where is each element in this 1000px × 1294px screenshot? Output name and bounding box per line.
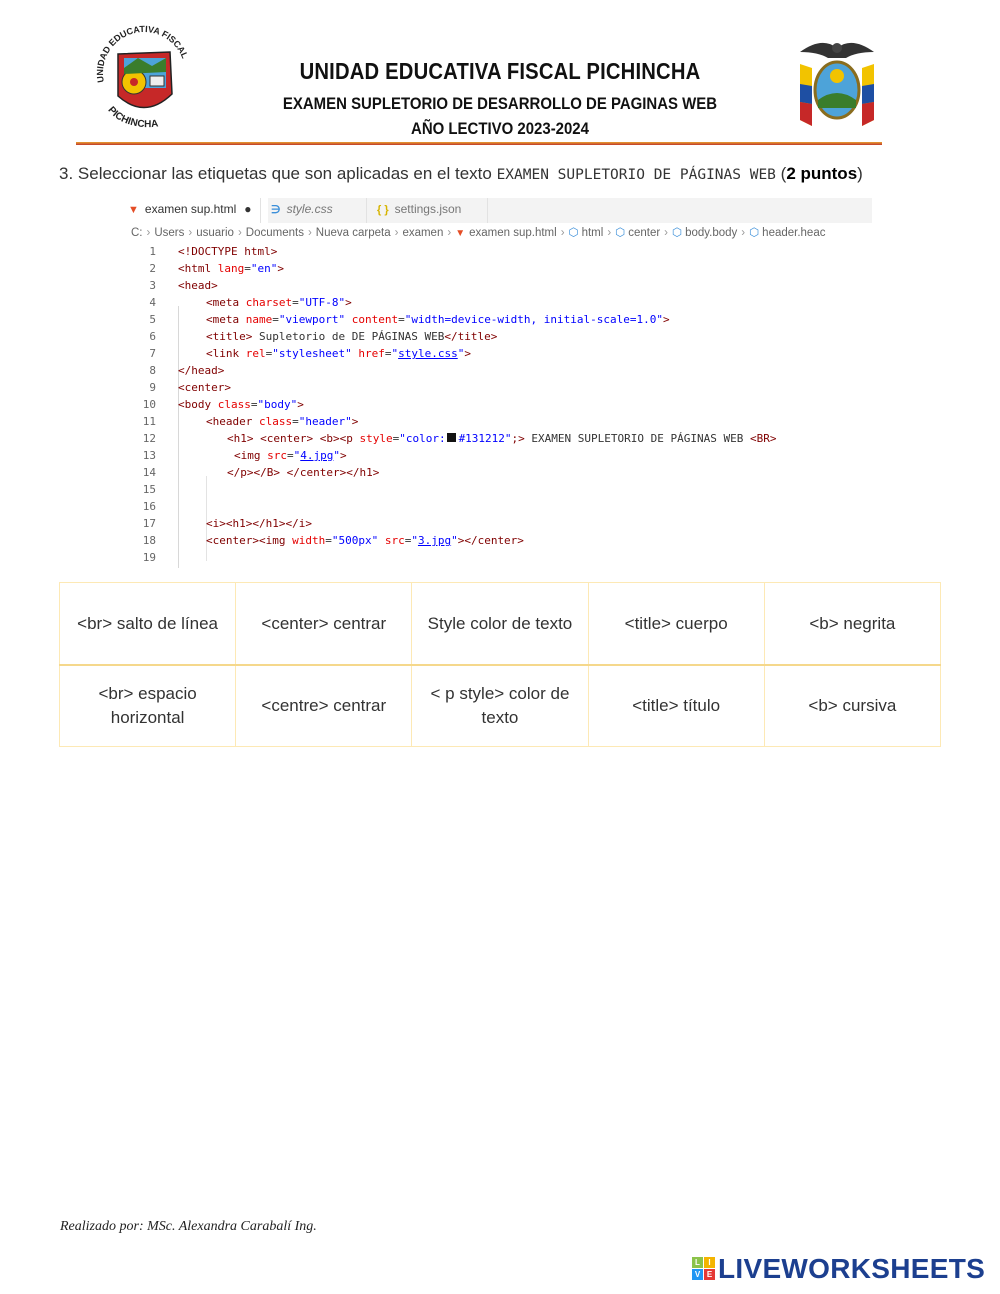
breadcrumb-item[interactable]: C: (131, 227, 143, 239)
line-number: 5 (149, 313, 156, 326)
code-token: href (351, 347, 385, 360)
json-braces-icon: { } (377, 204, 389, 216)
code-line (120, 243, 872, 260)
answer-option[interactable]: Style color de texto (412, 583, 588, 666)
code-line (120, 430, 872, 447)
code-token: </p></B> </center></h1> (227, 466, 380, 479)
code-token: > (464, 347, 471, 360)
code-link[interactable]: style.css (398, 347, 458, 360)
code-line (120, 515, 872, 532)
chevron-right-icon: › (664, 227, 669, 239)
code-token: "500px" (331, 534, 379, 547)
html5-icon: ▼ (128, 204, 139, 216)
code-token: = (292, 415, 299, 428)
chevron-right-icon: › (607, 227, 612, 239)
answer-option[interactable]: < p style> color de texto (412, 665, 588, 747)
code-token: EXAMEN SUPLETORIO DE PÁGINAS WEB (531, 432, 750, 445)
code-token: "en" (250, 262, 278, 275)
chevron-right-icon: › (560, 227, 565, 239)
line-number: 18 (142, 534, 156, 547)
code-token: src (267, 449, 287, 462)
answer-option[interactable]: <br> salto de línea (60, 583, 236, 666)
breadcrumb (131, 225, 872, 239)
answer-option[interactable]: <b> cursiva (764, 665, 940, 747)
brand-name: LIVEWORKSHEETS (718, 1253, 986, 1284)
line-number: 6 (149, 330, 156, 343)
code-token: " (451, 534, 458, 547)
line-number: 4 (149, 296, 156, 309)
question-text: 3. Seleccionar las etiquetas que son aplicadas en el texto (59, 164, 497, 183)
line-number: 7 (149, 347, 156, 360)
chevron-right-icon: › (394, 227, 399, 239)
code-token: <link (206, 347, 246, 360)
author-credit: Realizado por: MSc. Alexandra Carabalí Ing. (60, 1219, 317, 1234)
code-token: > (340, 449, 347, 462)
breadcrumb-item[interactable]: header.heac (762, 227, 826, 239)
code-token: <h1> <center> <b><p (227, 432, 360, 445)
code-token: <meta (206, 313, 246, 326)
ecuador-coat-of-arms-logo (792, 34, 882, 132)
code-token: <BR> (749, 432, 777, 445)
code-token: <head> (178, 279, 218, 292)
line-number: 19 (142, 551, 156, 564)
breadcrumb-item[interactable]: Documents (245, 227, 304, 239)
question-close-paren: ) (857, 164, 863, 183)
answer-option[interactable]: <b> negrita (764, 583, 940, 666)
line-number: 17 (142, 517, 156, 530)
line-number: 11 (142, 415, 156, 428)
code-token: "header" (298, 415, 352, 428)
breadcrumb-item[interactable]: html (581, 227, 604, 239)
cube-icon: ⬡ (615, 227, 626, 239)
code-line (120, 413, 872, 430)
code-token: "viewport" (278, 313, 346, 326)
answer-option[interactable]: <title> título (588, 665, 764, 747)
code-token: ;> (511, 432, 532, 445)
code-token: = (265, 347, 273, 360)
code-token: " (293, 449, 301, 462)
line-number: 10 (142, 398, 156, 411)
breadcrumb-item[interactable]: Users (154, 227, 185, 239)
tab-label: settings.json (394, 202, 462, 216)
code-token: "width=device-width, initial-scale=1.0" (404, 313, 663, 326)
answer-option[interactable]: <title> cuerpo (588, 583, 764, 666)
code-token: <title> (206, 330, 253, 343)
code-token: #131212" (458, 432, 512, 445)
tab-settings-json[interactable] (366, 198, 488, 223)
breadcrumb-item[interactable]: usuario (196, 227, 234, 239)
question-points: 2 puntos (786, 164, 858, 183)
code-line (120, 311, 872, 328)
school-name: UNIDAD EDUCATIVA FISCAL PICHINCHA (299, 58, 701, 84)
code-line (120, 345, 872, 362)
code-token: class (258, 415, 293, 428)
code-token: content (345, 313, 399, 326)
code-link[interactable]: 4.jpg (300, 449, 334, 462)
chevron-right-icon: › (447, 227, 452, 239)
code-token: "body" (257, 398, 298, 411)
brand-block: E (704, 1269, 715, 1280)
code-line (120, 379, 872, 396)
chevron-right-icon: › (237, 227, 242, 239)
code-token: <header (206, 415, 259, 428)
crest-arc-top-text: UNIDAD EDUCATIVA FISCAL (94, 24, 190, 84)
code-token: = (292, 296, 299, 309)
code-token: </title> (444, 330, 498, 343)
breadcrumb-item[interactable]: Nueva carpeta (315, 227, 391, 239)
cube-icon: ⬡ (568, 227, 579, 239)
code-token: width (292, 534, 326, 547)
color-swatch-icon[interactable] (446, 432, 457, 443)
code-line (120, 447, 872, 464)
code-token: <i><h1></h1></i> (206, 517, 312, 530)
line-number: 3 (149, 279, 156, 292)
chevron-right-icon: › (741, 227, 746, 239)
code-token: > (277, 262, 284, 275)
line-number: 15 (142, 483, 156, 496)
code-token: = (272, 313, 279, 326)
breadcrumb-item[interactable]: examen sup.html (469, 227, 557, 239)
brand-block: L (692, 1257, 703, 1268)
line-number: 14 (142, 466, 156, 479)
code-token: = (250, 398, 258, 411)
code-token: name (245, 313, 273, 326)
line-number: 9 (149, 381, 156, 394)
cube-icon: ⬡ (749, 227, 760, 239)
line-number: 12 (142, 432, 156, 445)
breadcrumb-item[interactable]: examen (402, 227, 444, 239)
answer-option[interactable]: <center> centrar (236, 583, 412, 666)
code-token: ></center> (457, 534, 524, 547)
code-token: "color: (399, 432, 446, 445)
chevron-right-icon: › (188, 227, 193, 239)
line-number: 2 (149, 262, 156, 275)
code-link[interactable]: 3.jpg (417, 534, 452, 547)
chevron-right-icon: › (146, 227, 151, 239)
code-line (120, 498, 872, 515)
school-crest-logo (88, 24, 198, 134)
code-token: class (217, 398, 251, 411)
svg-text:PICHINCHA (106, 105, 159, 130)
question-target-text: EXAMEN SUPLETORIO DE PÁGINAS WEB (496, 167, 776, 183)
code-token: lang (217, 262, 245, 275)
code-token: <center> (178, 381, 231, 394)
line-number: 13 (142, 449, 156, 462)
breadcrumb-item[interactable]: body.body (685, 227, 738, 239)
brand-block: V (692, 1269, 703, 1280)
code-token: " (457, 347, 465, 360)
code-token: > (663, 313, 670, 326)
tab-label: examen sup.html (144, 202, 237, 216)
code-token: rel (245, 347, 266, 360)
code-token: " (391, 347, 399, 360)
css-icon: ∋ (271, 204, 281, 216)
question-prompt (59, 164, 959, 184)
code-token: = (404, 534, 412, 547)
answer-options-table (59, 582, 941, 747)
code-token: </head> (178, 364, 225, 377)
line-number: 1 (149, 245, 156, 258)
school-year: AÑO LECTIVO 2023-2024 (411, 119, 589, 138)
code-token: <!DOCTYPE html> (178, 245, 278, 258)
code-token: "stylesheet" (272, 347, 352, 360)
code-line (120, 396, 872, 413)
line-number: 16 (142, 500, 156, 513)
code-token: = (287, 449, 294, 462)
code-token: charset (245, 296, 293, 309)
code-line (120, 549, 872, 566)
code-token: <html (178, 262, 218, 275)
html5-icon: ▼ (455, 228, 466, 239)
code-line (120, 328, 872, 345)
breadcrumb-item[interactable]: center (628, 227, 661, 239)
options-row (60, 665, 941, 747)
tab-style-css[interactable] (260, 198, 377, 223)
code-token: Supletorio de DE PÁGINAS WEB (252, 330, 445, 343)
code-token: = (325, 534, 332, 547)
code-token: "UTF-8" (298, 296, 346, 309)
code-token: <meta (206, 296, 246, 309)
code-token: src (378, 534, 405, 547)
liveworksheets-blocks-icon (692, 1257, 716, 1281)
code-token: style (359, 432, 393, 445)
code-token: <img (234, 449, 268, 462)
code-line (120, 362, 872, 379)
cube-icon: ⬡ (672, 227, 683, 239)
options-row (60, 583, 941, 666)
code-token: = (392, 432, 400, 445)
chevron-right-icon: › (307, 227, 312, 239)
code-token: " (333, 449, 340, 462)
tab-examen-sup-html[interactable] (120, 198, 268, 223)
code-token: > (351, 415, 359, 428)
modified-dot-icon: ● (244, 202, 252, 216)
code-token: > (345, 296, 352, 309)
brand-block: I (704, 1257, 715, 1268)
code-token: <center><img (206, 534, 293, 547)
code-token: > (297, 398, 304, 411)
code-line (120, 260, 872, 277)
code-token: <body (178, 398, 218, 411)
question-open-paren: ( (775, 164, 787, 183)
answer-option[interactable]: <br> espacio horizontal (60, 665, 236, 747)
line-number: 8 (149, 364, 156, 377)
code-line (120, 294, 872, 311)
editor-tab-bar (120, 198, 872, 223)
code-line (120, 532, 872, 549)
code-token: = (244, 262, 251, 275)
code-line (120, 481, 872, 498)
tab-label: style.css (286, 202, 333, 216)
liveworksheets-logo (692, 1253, 985, 1285)
code-token: " (411, 534, 418, 547)
exam-title: EXAMEN SUPLETORIO DE DESARROLLO DE PAGINAS WEB (282, 94, 718, 113)
header-divider (76, 142, 882, 145)
answer-option[interactable]: <centre> centrar (236, 665, 412, 747)
code-line (120, 464, 872, 481)
code-line (120, 277, 872, 294)
code-editor-screenshot (120, 198, 872, 570)
code-token: = (384, 347, 392, 360)
crest-arc-bottom-text: PICHINCHA (105, 104, 159, 131)
code-token: = (398, 313, 405, 326)
